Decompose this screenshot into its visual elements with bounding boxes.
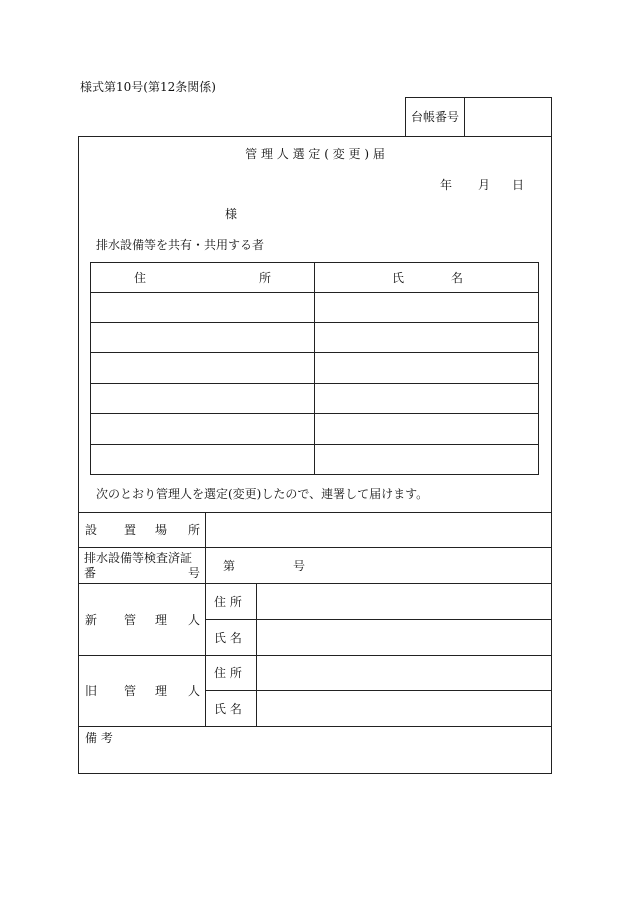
old-manager-name-label: 氏 名 xyxy=(214,702,242,716)
old-manager-name-field[interactable] xyxy=(262,695,545,721)
addressee-suffix: 様 xyxy=(225,207,238,221)
section-divider xyxy=(78,726,551,727)
sharers-caption: 排水設備等を共有・共用する者 xyxy=(96,238,265,252)
new-manager-name-label: 氏 名 xyxy=(214,631,242,645)
remarks-label: 備 考 xyxy=(85,731,113,745)
new-manager-label-char: 新 xyxy=(85,613,98,627)
location-label-char: 所 xyxy=(188,523,201,537)
table-row-divider xyxy=(90,352,538,353)
new-manager-address-label: 住 所 xyxy=(214,595,242,609)
section-divider xyxy=(78,655,551,656)
table-row-divider xyxy=(90,322,538,323)
ledger-divider xyxy=(464,97,465,136)
header-address-char-1: 住 xyxy=(134,271,147,285)
old-manager-address-field[interactable] xyxy=(262,660,545,686)
inspection-label-line2-char: 番 xyxy=(84,566,97,580)
ledger-label: 台帳番号 xyxy=(411,110,460,124)
declaration-statement: 次のとおり管理人を選定(変更)したので、連署して届けます。 xyxy=(96,487,429,501)
inspection-label-line1: 排水設備等検査済証 xyxy=(84,551,193,565)
certificate-number-field[interactable] xyxy=(240,553,288,578)
ledger-number-field[interactable] xyxy=(470,103,545,130)
table-row-divider xyxy=(90,444,538,445)
table-row-divider xyxy=(90,292,538,293)
section-divider xyxy=(78,583,551,584)
certificate-dai-label: 第 xyxy=(223,559,236,573)
old-manager-label-char: 旧 xyxy=(85,684,98,698)
new-manager-name-field[interactable] xyxy=(262,624,545,650)
old-manager-label-char: 理 xyxy=(155,684,168,698)
old-manager-label-char: 管 xyxy=(124,684,137,698)
section-divider xyxy=(78,512,551,513)
header-address-char-2: 所 xyxy=(259,271,272,285)
certificate-go-label: 号 xyxy=(293,559,306,573)
date-year-label: 年 xyxy=(440,178,453,192)
new-manager-label-char: 管 xyxy=(124,613,137,627)
new-manager-address-field[interactable] xyxy=(262,588,545,614)
inspection-label-line2-char: 号 xyxy=(188,566,201,580)
old-manager-address-label: 住 所 xyxy=(214,666,242,680)
new-manager-label-char: 人 xyxy=(188,613,201,627)
date-month-label: 月 xyxy=(478,178,491,192)
sharers-table-column-divider xyxy=(314,262,315,474)
table-row-divider xyxy=(90,413,538,414)
remarks-field[interactable] xyxy=(84,748,546,770)
sublabel-column-divider xyxy=(256,583,257,726)
location-field[interactable] xyxy=(211,517,545,542)
section-divider xyxy=(78,547,551,548)
date-day-label: 日 xyxy=(512,178,525,192)
header-name-char-2: 名 xyxy=(451,271,464,285)
old-manager-label-char: 人 xyxy=(188,684,201,698)
form-number: 様式第10号(第12条関係) xyxy=(80,80,216,94)
location-label-char: 置 xyxy=(124,523,137,537)
location-label-char: 設 xyxy=(85,523,98,537)
form-title: 管 理 人 選 定 ( 変 更 ) 届 xyxy=(245,147,385,161)
new-manager-label-char: 理 xyxy=(155,613,168,627)
header-name-char-1: 氏 xyxy=(392,271,405,285)
location-label-char: 場 xyxy=(155,523,168,537)
label-column-divider xyxy=(205,512,206,726)
table-row-divider xyxy=(90,383,538,384)
